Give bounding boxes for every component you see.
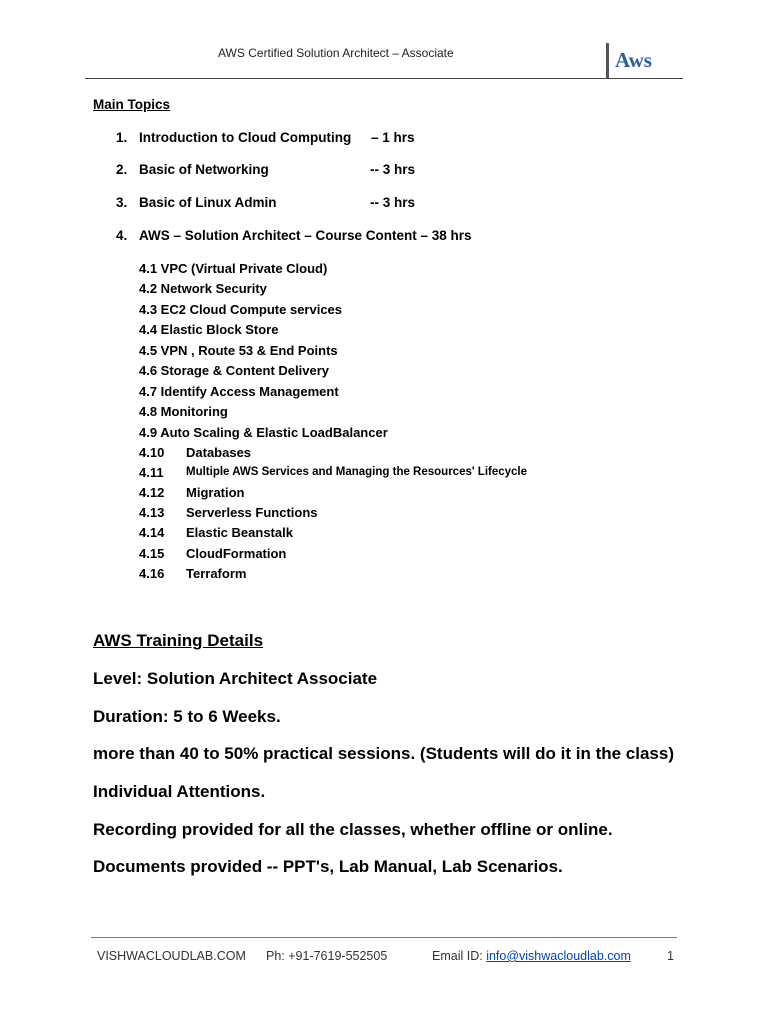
subtopic-item: 4.1 VPC (Virtual Private Cloud) (139, 261, 328, 276)
subtopic-text: Terraform (186, 566, 247, 581)
topic-number: 4. (116, 228, 128, 243)
topic-title: AWS – Solution Architect – Course Content – 38 hrs (139, 228, 472, 243)
training-heading: AWS Training Details (93, 631, 264, 650)
subtopic-item: 4.4 Elastic Block Store (139, 322, 279, 337)
training-detail-line: Documents provided -- PPT's, Lab Manual, Lab Scenarios. (93, 857, 563, 876)
subtopic-number: 4.13 (139, 505, 165, 520)
header-title: AWS Certified Solution Architect – Associate (218, 46, 454, 60)
subtopic-text: Migration (186, 485, 245, 500)
footer-phone: Ph: +91-7619-552505 (266, 949, 388, 963)
training-detail-line: Duration: 5 to 6 Weeks. (93, 707, 281, 726)
training-detail-line: Recording provided for all the classes, whether offline or online. (93, 820, 613, 839)
page-number: 1 (667, 949, 674, 963)
topic-duration: -- 3 hrs (370, 195, 416, 210)
subtopic-number: 4.14 (139, 525, 165, 540)
subtopic-number: 4.15 (139, 546, 165, 561)
subtopic-number: 4.16 (139, 566, 165, 581)
subtopic-item: 4.7 Identify Access Management (139, 384, 339, 399)
footer-email-block (432, 949, 631, 963)
topic-duration: -- 3 hrs (370, 162, 416, 177)
topic-duration: – 1 hrs (371, 130, 415, 145)
main-topics-heading: Main Topics (93, 97, 171, 112)
subtopic-number: 4.11 (139, 465, 164, 480)
subtopic-text: Multiple AWS Services and Managing the Resources' Lifecycle (186, 466, 528, 478)
subtopic-text: Databases (186, 445, 252, 460)
topic-number: 1. (116, 130, 128, 145)
topic-number: 2. (116, 162, 128, 177)
training-detail-line: Level: Solution Architect Associate (93, 669, 378, 688)
subtopic-text: CloudFormation (186, 546, 287, 561)
footer-site: VISHWACLOUDLAB.COM (97, 949, 246, 963)
subtopic-item: 4.8 Monitoring (139, 404, 228, 419)
header-rule (85, 78, 683, 79)
topic-number: 3. (116, 195, 128, 210)
subtopic-item: 4.9 Auto Scaling & Elastic LoadBalancer (139, 425, 388, 440)
training-detail-line: Individual Attentions. (93, 782, 266, 801)
subtopic-text: Elastic Beanstalk (186, 525, 293, 540)
subtopic-item: 4.2 Network Security (139, 281, 267, 296)
subtopic-text: Serverless Functions (186, 505, 318, 520)
subtopic-item: 4.3 EC2 Cloud Compute services (139, 302, 343, 317)
subtopic-item: 4.6 Storage & Content Delivery (139, 363, 329, 378)
header-separator (606, 43, 609, 78)
footer-email-label: Email ID: (432, 949, 483, 963)
subtopic-number: 4.10 (139, 445, 165, 460)
subtopic-number: 4.12 (139, 485, 165, 500)
training-detail-line: more than 40 to 50% practical sessions. (Students will do it in the class) (93, 744, 674, 763)
subtopic-item: 4.5 VPN , Route 53 & End Points (139, 343, 338, 358)
aws-logo: Aws (615, 48, 652, 72)
topic-title: Basic of Linux Admin (139, 195, 277, 210)
topic-title: Basic of Networking (139, 162, 269, 177)
topic-title: Introduction to Cloud Computing (139, 130, 352, 145)
footer-email-link[interactable]: info@vishwacloudlab.com (486, 949, 631, 963)
footer-rule (91, 937, 677, 938)
